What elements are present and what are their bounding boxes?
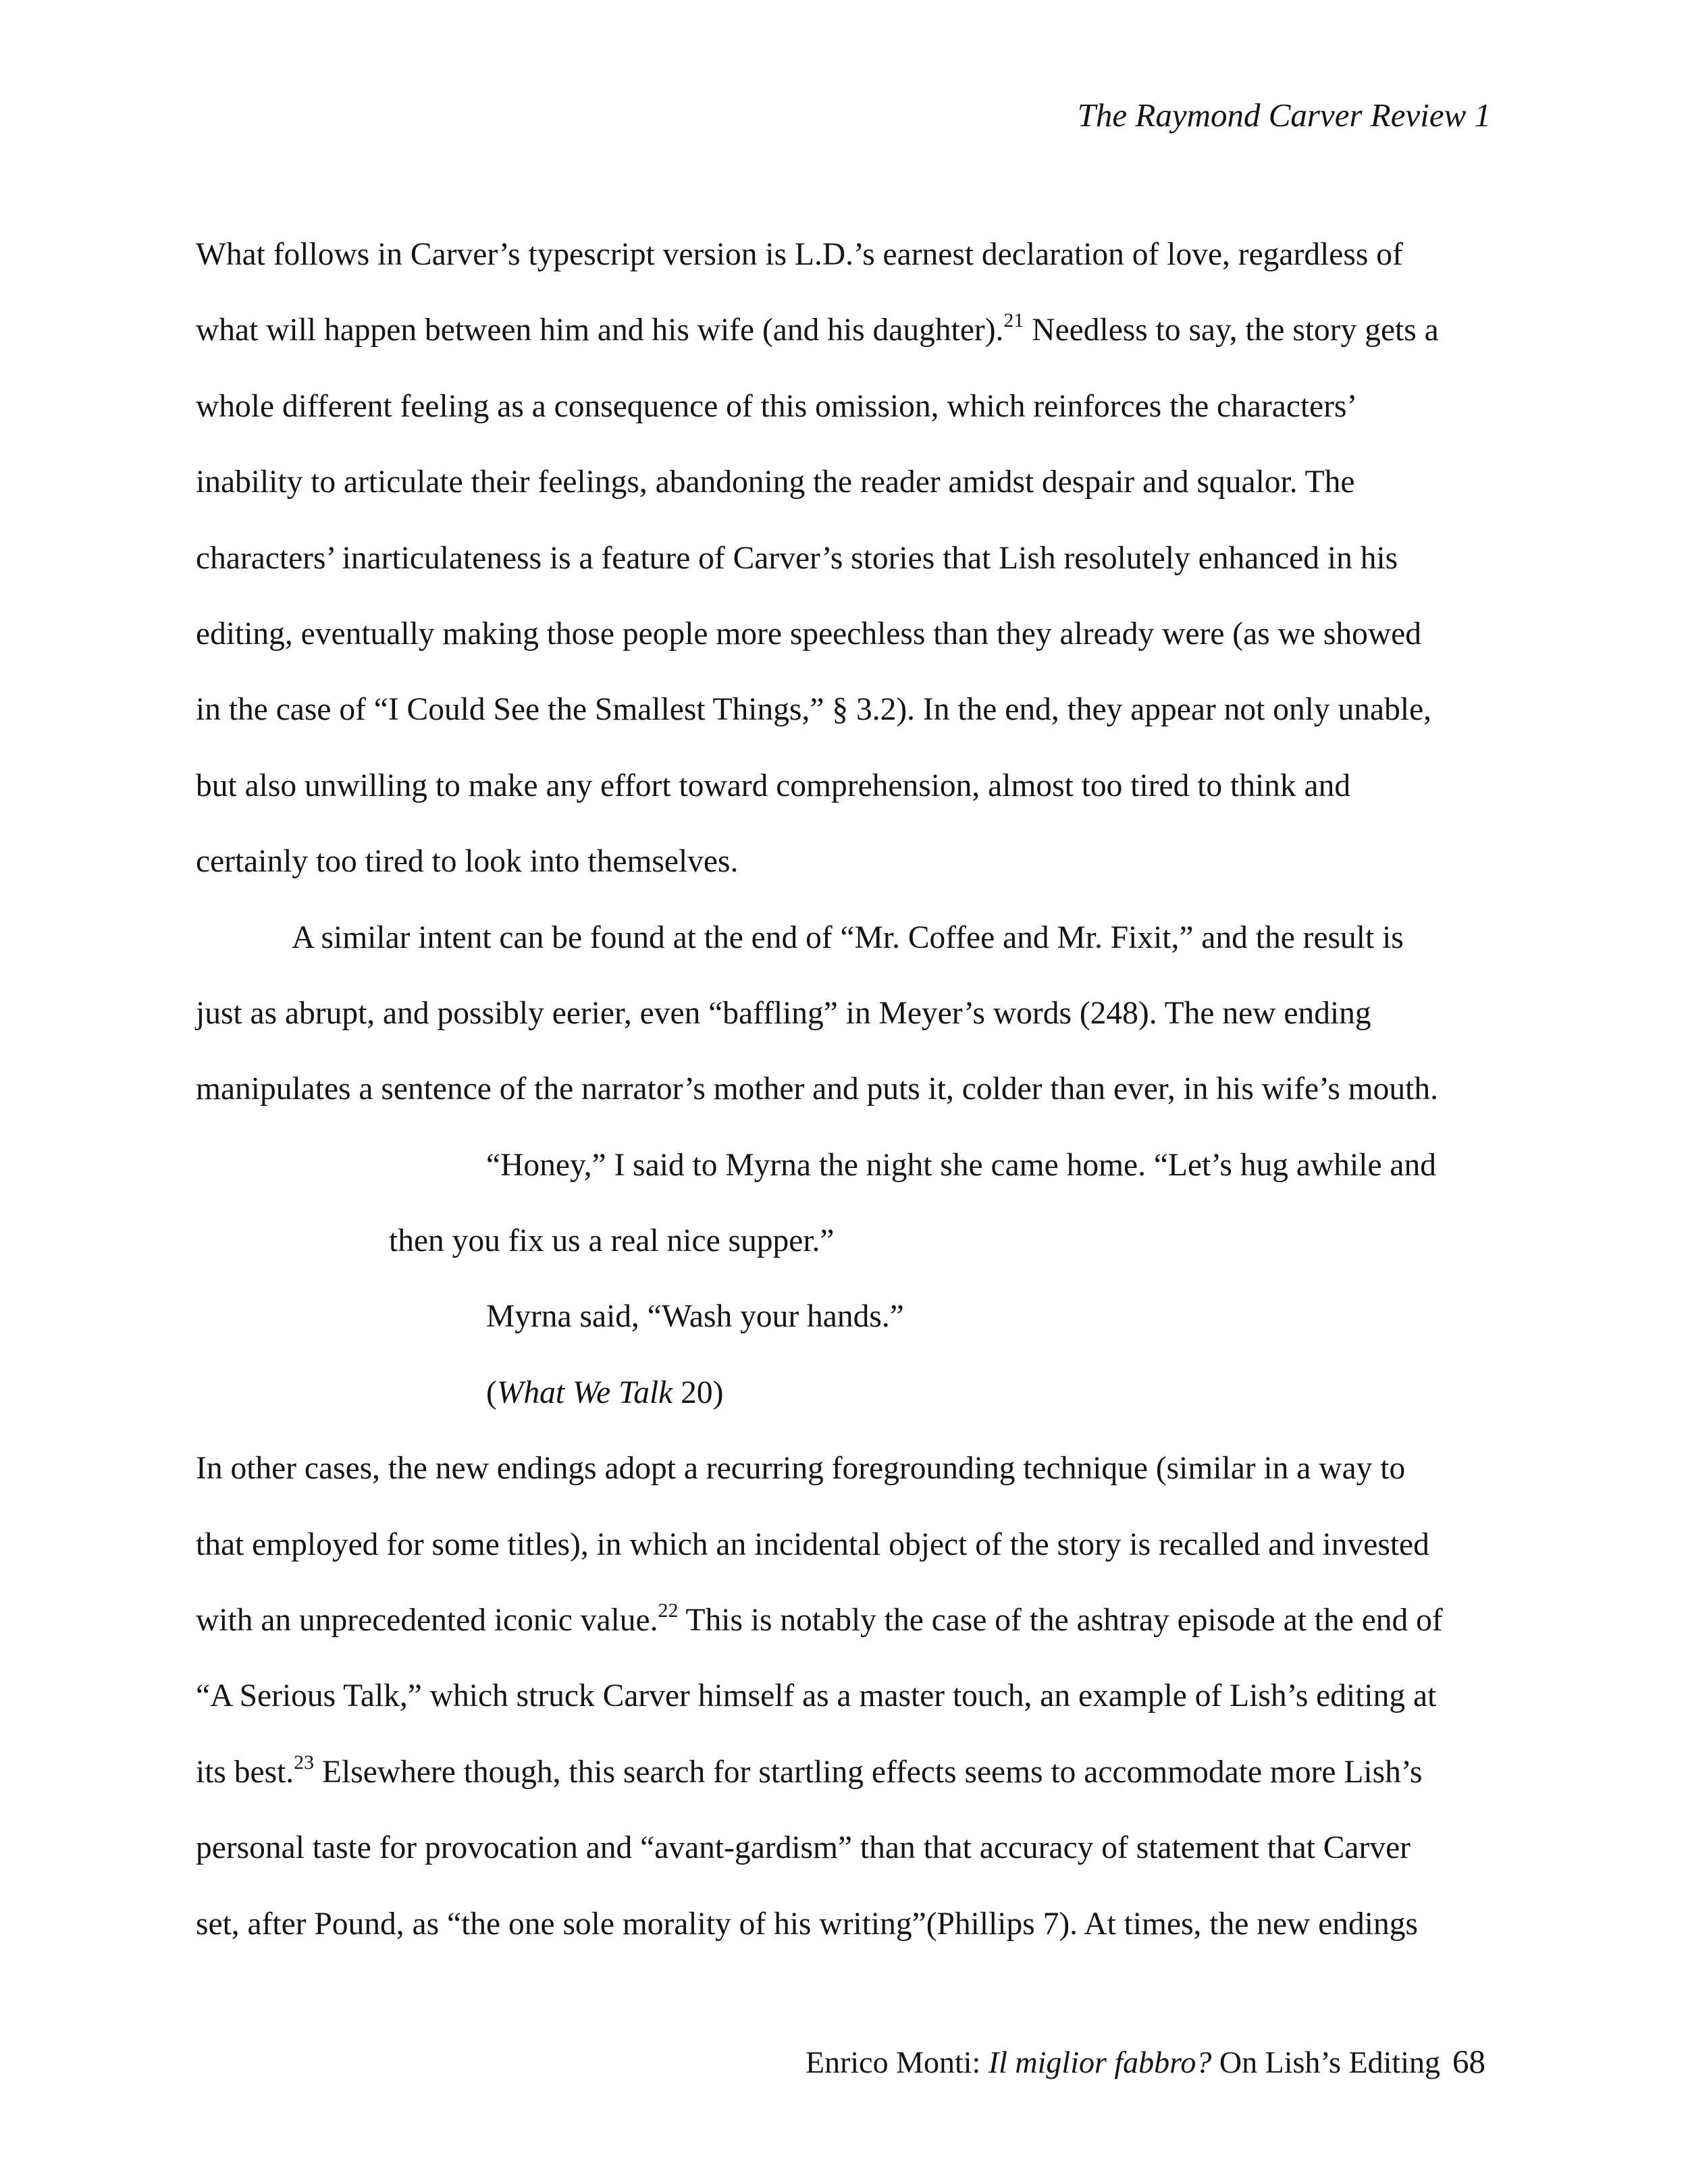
body-text bbox=[196, 231, 1491, 1976]
footnote-ref-21[interactable]: 21 bbox=[1003, 309, 1024, 332]
text-line: but also unwilling to make any effort toward comprehension, almost too tired to think and bbox=[196, 768, 1351, 803]
text-line: what will happen between him and his wife (and his daughter).$^{21}$ Needless to say, the story gets a bbox=[196, 309, 1439, 348]
text-line: in the case of “I Could See the Smallest Things,” § 3.2). In the end, they appear not only unable, bbox=[196, 692, 1432, 728]
running-header: The Raymond Carver Review 1 bbox=[1077, 97, 1491, 134]
footer-author: Enrico Monti: bbox=[805, 2045, 988, 2079]
text-line: with an unprecedented iconic value.$^{22}$ This is notably the case of the ashtray episode at the end of bbox=[196, 1599, 1443, 1639]
text-line: characters’ inarticulateness is a feature of Carver’s stories that Lish resolutely enhanced in his bbox=[196, 540, 1398, 576]
text-line: inability to articulate their feelings, abandoning the reader amidst despair and squalor. The bbox=[196, 464, 1355, 500]
text-line: manipulates a sentence of the narrator’s mother and puts it, colder than ever, in his wife’s mouth. bbox=[196, 1071, 1438, 1107]
text-line: A similar intent can be found at the end of “Mr. Coffee and Mr. Fixit,” and the result is bbox=[292, 920, 1404, 955]
text-line: certainly too tired to look into themselves. bbox=[196, 844, 739, 880]
text-line: its best.$^{23}$ Elsewhere though, this search for startling effects seems to accommodate more Lish’s bbox=[196, 1751, 1423, 1790]
text-line: whole different feeling as a consequence of this omission, which reinforces the characters’ bbox=[196, 388, 1358, 424]
text-line: editing, eventually making those people more speechless than they already were (as we showed bbox=[196, 616, 1421, 651]
text-line: “A Serious Talk,” which struck Carver himself as a master touch, an example of Lish’s editing at bbox=[196, 1678, 1437, 1714]
running-footer bbox=[806, 2042, 1485, 2081]
footer-title-rest: On Lish’s Editing bbox=[1211, 2045, 1440, 2079]
block-quote-citation: (What We Talk 20) bbox=[486, 1375, 724, 1410]
block-quote-line: “Honey,” I said to Myrna the night she came home. “Let’s hug awhile and bbox=[486, 1147, 1436, 1183]
footnote-ref-22[interactable]: 22 bbox=[658, 1599, 679, 1622]
page-number: 68 bbox=[1452, 2043, 1485, 2080]
footnote-ref-23[interactable]: 23 bbox=[294, 1751, 315, 1774]
citation-title: What We Talk bbox=[496, 1375, 673, 1410]
block-quote-line: Myrna said, “Wash your hands.” bbox=[486, 1299, 904, 1335]
text-line: that employed for some titles), in which an incidental object of the story is recalled and invested bbox=[196, 1526, 1429, 1562]
text-line: In other cases, the new endings adopt a recurring foregrounding technique (similar in a way to bbox=[196, 1451, 1406, 1487]
footer-title-italic: Il miglior fabbro? bbox=[988, 2045, 1212, 2079]
text-line: What follows in Carver’s typescript version is L.D.’s earnest declaration of love, regardless of bbox=[196, 237, 1403, 272]
block-quote-line: then you fix us a real nice supper.” bbox=[389, 1223, 835, 1259]
text-line: set, after Pound, as “the one sole morality of his writing”(Phillips 7). At times, the new endings bbox=[196, 1906, 1418, 1942]
text-line: personal taste for provocation and “avant-gardism” than that accuracy of statement that Carver bbox=[196, 1830, 1410, 1866]
text-line: just as abrupt, and possibly eerier, even “baffling” in Meyer’s words (248). The new ending bbox=[196, 995, 1371, 1031]
